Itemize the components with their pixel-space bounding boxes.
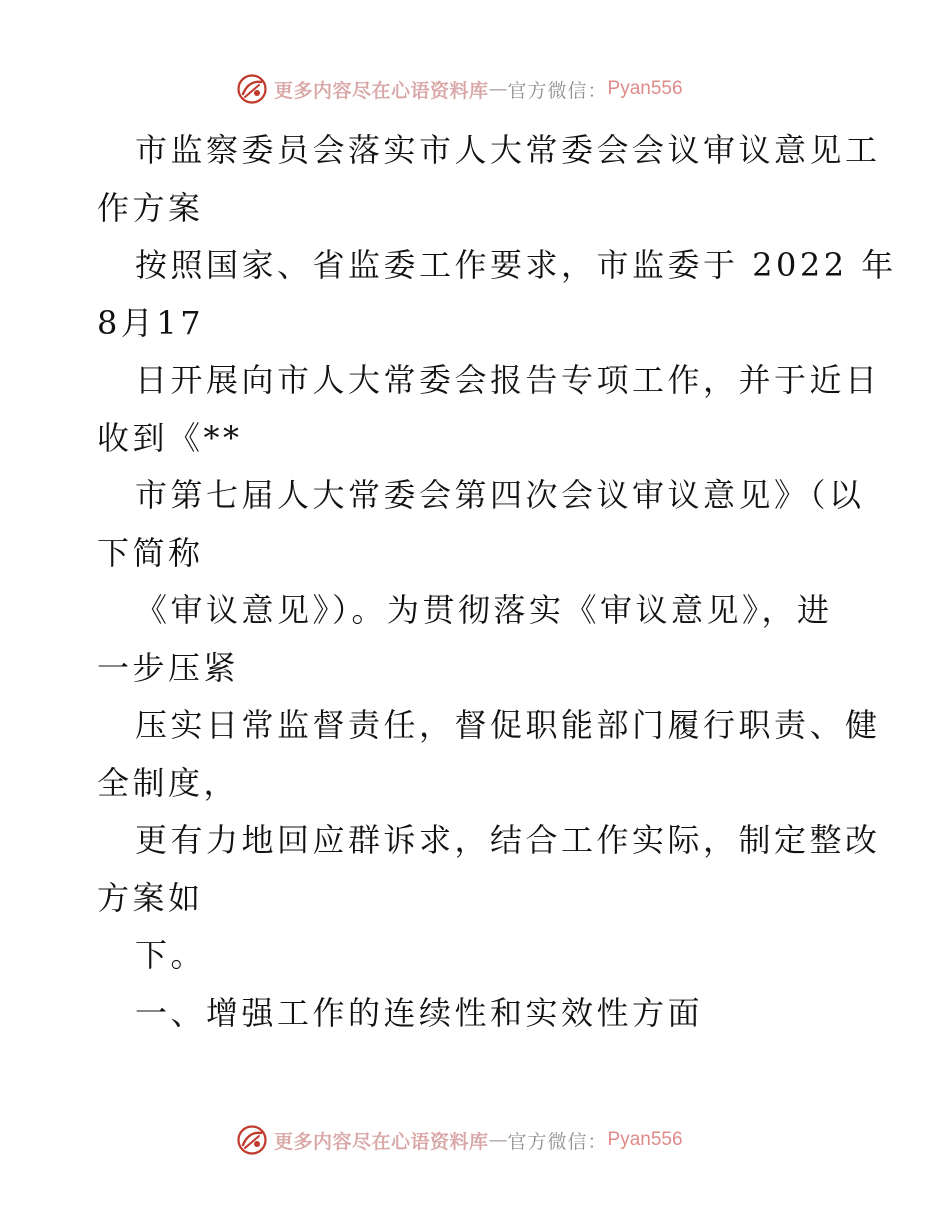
section-heading: 一、增强工作的连续性和实效性方面 (135, 993, 704, 1032)
watermark-text: 更多内容尽在心语资料库 (274, 1130, 489, 1153)
watermark-official-label: 官方微信： (507, 79, 608, 102)
body-line: 下简称 (97, 533, 204, 572)
watermark-dash: — (488, 1129, 508, 1151)
watermark-official-label: 官方微信： (507, 1130, 608, 1153)
watermark-text: 更多内容尽在心语资料库 (274, 79, 489, 102)
watermark-wechat-id: Pyan556 (607, 78, 683, 99)
watermark-header (236, 72, 683, 106)
body-line: 收到《** (97, 418, 243, 457)
watermark-wechat-id: Pyan556 (607, 1129, 683, 1150)
watermark-dash: — (488, 78, 508, 100)
body-line: 下。 (135, 936, 207, 974)
body-line: 更有力地回应群诉求，结合工作实际，制定整改 (135, 821, 881, 859)
brand-logo-icon (236, 73, 268, 105)
watermark-footer (236, 1123, 683, 1157)
body-line: 一步压紧 (97, 648, 240, 687)
body-line: 按照国家、省监委工作要求，市监委于 2022 年 (135, 246, 897, 284)
body-line: 日开展向市人大常委会报告专项工作，并于近日 (135, 361, 881, 399)
body-line: 市第七届人大常委会第四次会议审议意见》（以 (135, 476, 865, 514)
body-line: 全制度， (97, 763, 240, 802)
document-body (97, 122, 897, 1042)
body-line: 市监察委员会落实市人大常委会会议审议意见工 (135, 131, 881, 169)
body-line: 8月17 (97, 303, 205, 342)
body-line: 《审议意见》）。为贯彻落实《审议意见》，进 (135, 591, 833, 629)
body-line: 作方案 (97, 188, 204, 227)
body-line: 压实日常监督责任，督促职能部门履行职责、健 (135, 706, 881, 744)
brand-logo-icon (236, 1124, 268, 1156)
body-line: 方案如 (97, 878, 204, 917)
